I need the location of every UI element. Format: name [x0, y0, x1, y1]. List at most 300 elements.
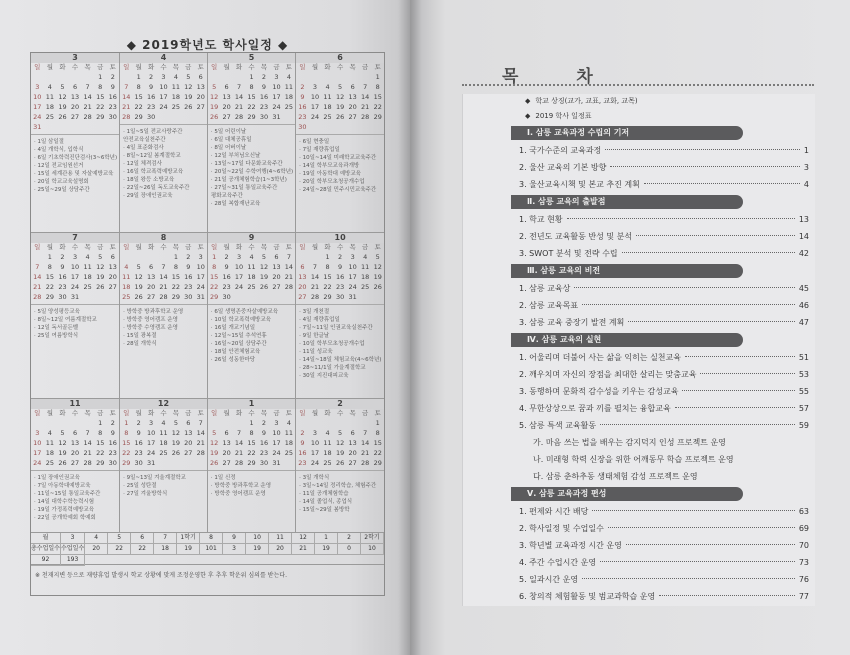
day-number: 11	[45, 439, 54, 447]
weekday-row	[31, 63, 119, 72]
event-item: · 1일 삼일절	[34, 139, 64, 145]
stats-value-cell: 수업일수	[61, 544, 85, 555]
day-number	[81, 72, 94, 82]
leader-dots	[574, 287, 794, 288]
day-number	[334, 72, 347, 82]
event-item: · 22일~26일 독도교육주간	[123, 185, 190, 191]
toc-item[interactable]	[463, 159, 815, 176]
day-number: 13	[108, 263, 117, 271]
day-number: 6	[350, 429, 355, 437]
day-number: 21	[361, 103, 370, 111]
day-number: 9	[300, 93, 305, 101]
day-grid	[208, 418, 295, 468]
day-number	[44, 72, 57, 82]
leader-dots	[644, 183, 800, 184]
event-list	[31, 470, 119, 522]
day-number	[120, 72, 132, 82]
day-number: 27	[146, 293, 156, 301]
stats-header-cell: 11	[269, 533, 292, 544]
day-number: 24	[159, 103, 168, 111]
weekday-label: 수	[160, 409, 167, 417]
leader-dots	[659, 595, 795, 596]
event-item: · 25일 성탄절	[123, 483, 157, 489]
day-number	[120, 252, 132, 262]
weekday-label: 수	[160, 243, 167, 251]
weekday-label: 수	[248, 243, 255, 251]
month-name: 6	[296, 53, 384, 63]
day-number: 3	[350, 253, 355, 261]
day-number: 18	[247, 273, 256, 281]
diamond-icon: ◆	[525, 97, 531, 105]
toc-item-label: 3. SWOT 분석 및 전략 수립	[519, 249, 618, 258]
day-number: 2	[136, 419, 141, 427]
day-number: 10	[159, 83, 168, 91]
toc-page-number: 46	[798, 301, 809, 310]
toc-item-label: 3. 동행하며 문화적 감수성을 키우는 감성교육	[519, 387, 679, 396]
stats-value-cell: 101	[200, 544, 223, 555]
toc-item-label: 4. 무한상상으로 꿈과 끼를 펼치는 융합교육	[519, 404, 671, 413]
toc-item-label: 6. 창의적 체험활동 및 범교과학습 운영	[519, 592, 656, 601]
toc-page-number: 3	[803, 163, 809, 172]
day-number: 10	[272, 429, 281, 437]
day-number: 18	[361, 273, 370, 281]
day-number: 6	[72, 429, 78, 437]
event-item: · 25일~29일 상담주간	[34, 187, 90, 193]
month-name: 9	[208, 233, 295, 243]
toc-section-header[interactable]: Ⅳ. 삼릉 교육의 실현	[511, 333, 743, 347]
day-number	[56, 72, 69, 82]
weekday-label: 목	[172, 409, 180, 417]
day-number: 27	[70, 459, 80, 467]
day-number: 1	[98, 73, 103, 81]
day-number: 4	[85, 253, 90, 261]
day-number: 28	[284, 283, 294, 291]
weekday-label: 수	[336, 409, 344, 417]
day-number: 25	[284, 103, 294, 111]
toc-page-number: 45	[798, 284, 809, 293]
day-number: 21	[361, 449, 370, 457]
toc-page-number: 1	[803, 146, 809, 155]
day-number: 2	[300, 429, 305, 437]
day-number: 9	[261, 429, 267, 437]
day-number: 3	[35, 429, 40, 437]
event-item: · 3일~14일 정리학습, 체험주간	[299, 483, 377, 489]
day-number: 4	[286, 73, 291, 81]
day-number: 20	[184, 439, 193, 447]
day-number: 20	[70, 103, 80, 111]
weekday-label: 토	[197, 243, 204, 251]
event-item: · 13일~17일 다문화교육주간	[210, 161, 283, 167]
month-block	[208, 233, 296, 399]
stats-header-cell: 12	[292, 533, 315, 544]
toc-item[interactable]	[463, 520, 815, 537]
weekday-label: 금	[273, 409, 280, 417]
day-number: 17	[33, 449, 42, 457]
day-number: 4	[325, 429, 330, 437]
day-number: 25	[247, 283, 256, 291]
day-number: 15	[373, 439, 382, 447]
day-number: 18	[83, 273, 92, 281]
day-number: 25	[361, 283, 370, 291]
day-number: 18	[284, 439, 294, 447]
toc-item[interactable]	[463, 571, 815, 588]
event-item: · 16일 개교기념일	[210, 325, 256, 331]
day-number: 25	[122, 293, 131, 301]
day-number: 23	[134, 449, 143, 457]
event-item: · 5일 양성평등교육	[34, 309, 80, 315]
toc-page-number: 69	[798, 524, 809, 533]
month-name: 8	[120, 233, 207, 243]
weekday-label: 화	[235, 63, 243, 71]
toc-pre-item[interactable]	[463, 94, 815, 109]
event-item: · 22일 공개학예회 학예회	[34, 515, 96, 521]
event-item: 안전교육실천주간	[123, 137, 166, 143]
event-item: · 방학중 방과후학교 운영	[210, 483, 272, 489]
event-item: · 방학중 수영캠프 운영	[123, 325, 178, 331]
toc-section-header[interactable]: Ⅲ. 삼릉 교육의 비전	[511, 264, 743, 278]
day-number: 7	[161, 263, 166, 271]
toc-pre-item[interactable]	[463, 109, 815, 124]
day-number: 12	[335, 439, 345, 447]
day-number: 26	[335, 113, 345, 121]
toc-item[interactable]	[463, 537, 815, 554]
day-grid	[208, 72, 295, 122]
day-grid	[31, 252, 119, 302]
weekday-label: 금	[362, 409, 369, 417]
toc-item[interactable]	[463, 400, 815, 417]
weekday-label: 토	[197, 409, 204, 417]
day-number: 8	[98, 429, 103, 437]
day-number: 14	[159, 273, 168, 281]
weekday-label: 목	[84, 63, 91, 71]
day-number: 19	[335, 449, 345, 457]
toc-item[interactable]	[463, 297, 815, 314]
toc-item-label: 5. 삼릉 특색 교육활동	[519, 421, 597, 430]
day-number: 12	[184, 83, 193, 91]
day-number	[220, 418, 232, 428]
day-number: 25	[323, 113, 332, 121]
day-number	[359, 72, 372, 82]
month-name: 10	[296, 233, 384, 243]
day-number: 5	[338, 429, 343, 437]
day-number: 17	[234, 273, 244, 281]
event-list	[120, 304, 207, 348]
toc-item[interactable]	[463, 588, 815, 605]
stats-value-cell: 22	[131, 544, 154, 555]
event-item: · 6일 현충일	[299, 139, 330, 145]
day-number: 26	[58, 113, 67, 121]
day-number: 31	[348, 293, 357, 301]
day-number: 29	[96, 459, 105, 467]
weekday-label: 목	[260, 409, 268, 417]
day-number: 1	[124, 419, 129, 427]
day-number: 18	[45, 103, 54, 111]
day-number: 24	[33, 113, 42, 121]
day-number: 6	[224, 83, 229, 91]
day-number: 24	[310, 459, 320, 467]
weekday-row	[296, 409, 384, 418]
day-number: 21	[83, 103, 92, 111]
day-number: 26	[134, 293, 143, 301]
day-number: 21	[159, 283, 168, 291]
day-number: 19	[209, 449, 219, 457]
day-number: 12	[96, 263, 105, 271]
toc-item[interactable]	[463, 503, 815, 520]
day-number: 24	[272, 103, 281, 111]
day-number: 29	[122, 459, 131, 467]
day-number: 13	[146, 273, 156, 281]
day-number: 11	[122, 273, 131, 281]
weekday-label: 수	[248, 409, 255, 417]
day-number: 19	[58, 449, 67, 457]
event-item: · 12일 독서골든벨	[34, 325, 79, 331]
day-grid	[296, 72, 384, 132]
event-item: · 21일 공개체험학습(1~3학년)	[210, 177, 287, 183]
day-number: 7	[236, 429, 242, 437]
toc-item[interactable]	[463, 383, 815, 400]
day-number: 12	[58, 93, 67, 101]
weekday-label: 화	[324, 243, 331, 251]
day-number: 13	[70, 93, 80, 101]
event-item: · 11일 성교육	[299, 349, 333, 355]
toc-page-number: 73	[798, 558, 809, 567]
leader-dots	[685, 356, 795, 357]
event-item: · 12일~15일 추석연휴	[210, 333, 267, 339]
stats-header-cell: 7	[154, 533, 177, 544]
day-number: 4	[363, 253, 368, 261]
month-name: 7	[31, 233, 119, 243]
month-block	[120, 53, 208, 233]
day-number: 12	[58, 439, 67, 447]
toc-item[interactable]	[463, 211, 815, 228]
leader-dots	[700, 373, 794, 374]
weekday-label: 금	[97, 63, 104, 71]
day-number: 7	[198, 419, 203, 427]
day-number: 8	[375, 429, 380, 437]
day-number: 14	[83, 439, 92, 447]
day-number: 11	[171, 83, 181, 91]
day-number: 3	[161, 73, 166, 81]
day-number: 21	[234, 449, 244, 457]
day-number: 24	[348, 283, 357, 291]
event-item: · 28일 개학식	[123, 341, 157, 347]
day-number: 15	[323, 273, 332, 281]
day-number: 7	[85, 83, 90, 91]
toc-section-header[interactable]: Ⅴ. 삼릉 교육과정 편성	[511, 487, 743, 501]
day-number	[359, 418, 372, 428]
day-number: 24	[70, 283, 80, 291]
day-number: 19	[134, 283, 143, 291]
day-number: 13	[298, 273, 307, 281]
stats-value-cell: 193	[61, 555, 85, 566]
day-number: 11	[361, 263, 370, 271]
day-number: 28	[33, 293, 42, 301]
toc-item-label: 1. 어울리며 더불어 사는 삶을 익히는 실천교육	[519, 353, 681, 362]
event-item: · 16일 학교폭력예방교육	[123, 169, 184, 175]
weekday-label: 월	[46, 63, 53, 71]
day-number: 23	[335, 283, 345, 291]
weekday-label: 화	[59, 409, 66, 417]
day-number: 6	[198, 73, 203, 81]
stats-value-cell: 20	[269, 544, 292, 555]
stats-header-cell: 총수업일수	[31, 544, 61, 555]
day-number: 7	[363, 429, 368, 437]
weekday-row	[208, 409, 295, 418]
toc-page-number: 55	[798, 387, 809, 396]
day-number: 27	[70, 113, 80, 121]
toc-section-header[interactable]: Ⅱ. 삼릉 교육의 출발점	[511, 195, 743, 209]
leader-dots	[605, 149, 800, 150]
event-item: · 14일 졸업식, 종업식	[299, 499, 353, 505]
day-number: 30	[108, 113, 117, 121]
day-number: 25	[83, 283, 92, 291]
event-item: · 6일 생명존중자살예방교육	[210, 309, 279, 315]
toc-item[interactable]	[463, 280, 815, 297]
event-item: · 26일 성동한마당	[210, 357, 256, 363]
day-number	[233, 418, 245, 428]
day-number: 6	[149, 263, 154, 271]
day-number: 18	[159, 439, 168, 447]
day-number: 14	[361, 439, 370, 447]
day-grid	[120, 72, 207, 122]
leader-dots	[582, 304, 795, 305]
day-number: 12	[209, 439, 219, 447]
day-number	[309, 72, 322, 82]
toc-item-label: 2. 깨우치며 자신의 장점을 최대한 살리는 맞춤교육	[519, 370, 697, 379]
calendar-title: ◆ 2019학년도 학사일정 ◆	[126, 38, 289, 52]
weekday-label: 월	[135, 409, 142, 417]
day-number: 4	[249, 253, 254, 261]
toc-item[interactable]	[463, 142, 815, 159]
day-number: 28	[361, 459, 370, 467]
weekday-label: 금	[362, 63, 369, 71]
day-number: 26	[171, 449, 181, 457]
toc-item[interactable]	[463, 349, 815, 366]
day-number: 27	[298, 293, 307, 301]
day-number: 1	[325, 253, 330, 261]
stats-value-cell: 92	[31, 555, 61, 566]
toc-item[interactable]	[463, 176, 815, 193]
stats-header-cell: 2	[338, 533, 361, 544]
day-number: 1	[47, 253, 52, 261]
toc-item-label: 1. 학교 현황	[519, 215, 563, 224]
event-item: · 14일 대학수학능력시험	[34, 499, 95, 505]
event-item: · 8일 어버이날	[210, 145, 247, 151]
event-item: · 방학중 영어캠프 운영	[123, 317, 178, 323]
day-number: 2	[60, 253, 65, 261]
weekday-row	[208, 243, 295, 252]
toc-item[interactable]	[463, 314, 815, 331]
day-number: 8	[47, 263, 52, 271]
weekday-label: 금	[362, 243, 369, 251]
event-item: · 25일 여름방학식	[34, 333, 79, 339]
day-number: 31	[272, 113, 281, 121]
weekday-label: 화	[59, 243, 66, 251]
event-item: · 12일 부처님오신날	[210, 153, 261, 159]
day-number	[346, 72, 359, 82]
day-number: 8	[325, 263, 330, 271]
toc-item-label: 4. 주간 수업시간 운영	[519, 558, 597, 567]
leader-dots	[610, 166, 800, 167]
day-grid	[296, 252, 384, 302]
day-number: 26	[335, 459, 345, 467]
day-number: 9	[110, 429, 115, 437]
toc-item[interactable]	[463, 554, 815, 571]
leader-dots	[582, 578, 795, 579]
day-number: 14	[234, 439, 244, 447]
toc-item[interactable]	[463, 228, 815, 245]
day-number: 9	[149, 83, 154, 91]
day-number: 25	[284, 449, 294, 457]
day-number: 15	[122, 439, 131, 447]
weekday-label: 월	[223, 409, 230, 417]
day-number: 17	[348, 273, 357, 281]
toc-item[interactable]	[463, 417, 815, 434]
event-item: · 16일~20일 상담주간	[210, 341, 267, 347]
weekday-label: 월	[46, 243, 53, 251]
day-number: 3	[236, 253, 242, 261]
weekday-label: 수	[336, 243, 344, 251]
day-number: 30	[58, 293, 67, 301]
event-item: · 14일 학부모교육과개방	[299, 163, 360, 169]
day-number: 7	[124, 83, 129, 91]
toc-item[interactable]	[463, 366, 815, 383]
toc-sub-item[interactable]: 가. 마음 쓰는 법을 배우는 감지덕지 인성 프로젝트 운영	[533, 438, 726, 447]
toc-sub-item[interactable]: 다. 삼릉 춘하추동 생태체험 감성 프로젝트 운영	[533, 472, 698, 481]
day-number: 10	[234, 263, 244, 271]
day-number: 3	[312, 83, 318, 91]
day-number: 24	[310, 113, 320, 121]
day-number: 1	[249, 73, 254, 81]
day-number: 25	[159, 449, 168, 457]
day-number: 19	[58, 103, 67, 111]
toc-page-number: 76	[798, 575, 809, 584]
stats-header-cell: 4	[85, 533, 108, 544]
day-number: 9	[224, 263, 229, 271]
day-number: 21	[284, 273, 294, 281]
event-item: · 4일 개학식, 입학식	[34, 147, 84, 153]
day-number: 26	[96, 283, 105, 291]
event-item: · 30일 지진대피교육	[299, 373, 349, 379]
toc-sub-item[interactable]: 나. 미래형 학력 신장을 위한 어깨동무 학습 프로젝트 운영	[533, 455, 734, 464]
day-number: 11	[83, 263, 92, 271]
day-number: 28	[83, 113, 92, 121]
day-number: 28	[159, 293, 168, 301]
month-name: 1	[208, 399, 295, 409]
leader-dots	[628, 321, 794, 322]
day-number: 7	[286, 253, 291, 261]
day-number: 1	[375, 73, 380, 81]
event-item: · 27일 겨울방학식	[123, 491, 168, 497]
weekday-row	[31, 243, 119, 252]
title-divider	[462, 84, 814, 86]
day-number: 20	[222, 103, 231, 111]
month-block	[296, 399, 384, 533]
day-number: 31	[196, 293, 205, 301]
event-item: · 4일 표준화검사	[123, 145, 164, 151]
day-number: 3	[35, 83, 40, 91]
day-number	[208, 72, 220, 82]
weekday-label: 일	[210, 409, 218, 417]
toc-section-header[interactable]: Ⅰ. 삼릉 교육과정 수립의 기저	[511, 126, 743, 140]
day-number: 23	[259, 103, 269, 111]
day-number: 27	[348, 113, 357, 121]
toc-item[interactable]	[463, 245, 815, 262]
day-number: 27	[272, 283, 281, 291]
stats-header-cell: 1학기	[177, 533, 200, 544]
day-number: 19	[373, 273, 382, 281]
day-number: 2	[261, 419, 267, 427]
